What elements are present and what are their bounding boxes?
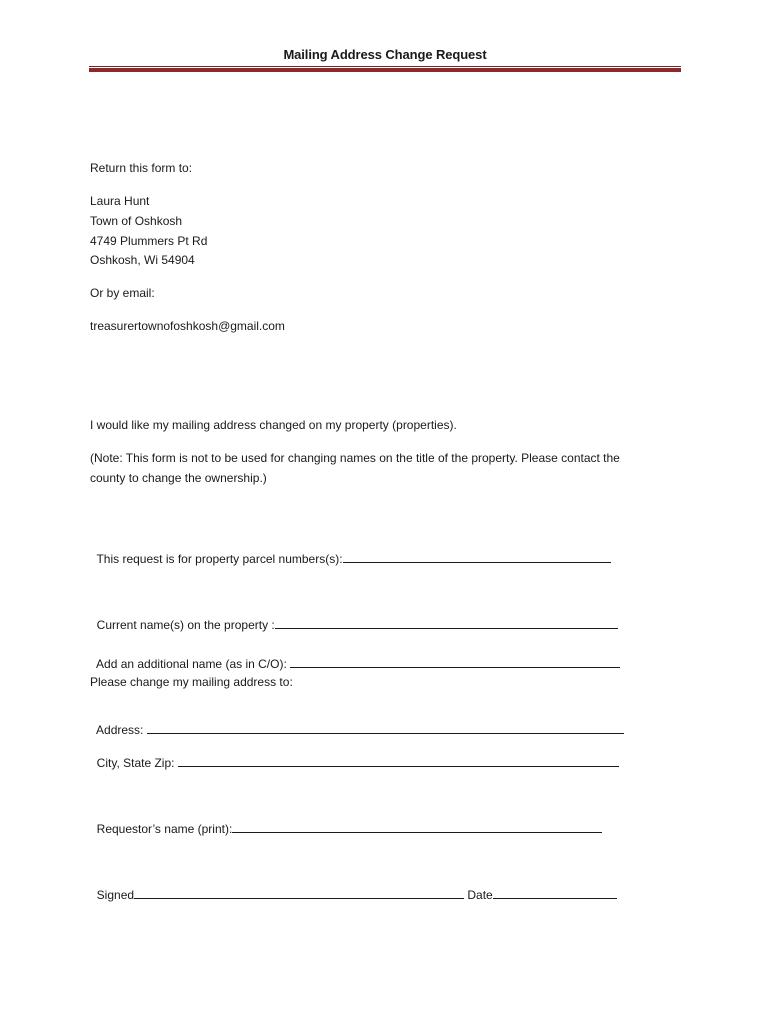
return-label: Return this form to: bbox=[90, 161, 193, 175]
signature-blank[interactable] bbox=[134, 887, 464, 899]
current-name-label: Current name(s) on the property : bbox=[96, 618, 275, 632]
address-street: 4749 Plummers Pt Rd bbox=[90, 234, 208, 248]
address-city: Oshkosh, Wi 54904 bbox=[90, 253, 195, 267]
address-name: Laura Hunt bbox=[90, 194, 150, 208]
current-name-row bbox=[90, 603, 618, 632]
date-label: Date bbox=[464, 888, 493, 902]
city-state-zip-label: City, State Zip: bbox=[96, 756, 178, 770]
email-address: treasurertownofoshkosh@gmail.com bbox=[90, 319, 285, 333]
request-statement: I would like my mailing address changed on my property (properties). bbox=[90, 418, 457, 432]
note-line-2: county to change the ownership.) bbox=[90, 471, 267, 485]
address-row bbox=[90, 708, 624, 737]
current-name-blank[interactable] bbox=[275, 617, 618, 629]
title-divider-thick bbox=[89, 68, 681, 72]
additional-name-blank[interactable] bbox=[290, 656, 620, 668]
change-address-label: Please change my mailing address to: bbox=[90, 675, 293, 689]
address-blank[interactable] bbox=[147, 722, 624, 734]
requestor-label: Requestor’s name (print): bbox=[96, 822, 233, 836]
requestor-row bbox=[90, 807, 602, 836]
signed-label: Signed bbox=[96, 888, 135, 902]
city-state-zip-row bbox=[90, 741, 619, 770]
requestor-blank[interactable] bbox=[232, 821, 602, 833]
parcel-number-row bbox=[90, 537, 611, 566]
signature-row bbox=[90, 873, 617, 902]
additional-name-label: Add an additional name (as in C/O): bbox=[96, 657, 291, 671]
parcel-number-label: This request is for property parcel numbers(s): bbox=[96, 552, 343, 566]
email-label: Or by email: bbox=[90, 286, 155, 300]
parcel-number-blank[interactable] bbox=[343, 551, 611, 563]
address-org: Town of Oshkosh bbox=[90, 214, 183, 228]
date-blank[interactable] bbox=[493, 887, 617, 899]
city-state-zip-blank[interactable] bbox=[178, 755, 619, 767]
page-title: Mailing Address Change Request bbox=[283, 47, 487, 62]
note-line-1: (Note: This form is not to be used for changing names on the title of the property. Please contact the bbox=[90, 451, 620, 465]
title-divider-thin bbox=[89, 66, 681, 67]
additional-name-row bbox=[90, 642, 620, 671]
address-label: Address: bbox=[96, 723, 147, 737]
